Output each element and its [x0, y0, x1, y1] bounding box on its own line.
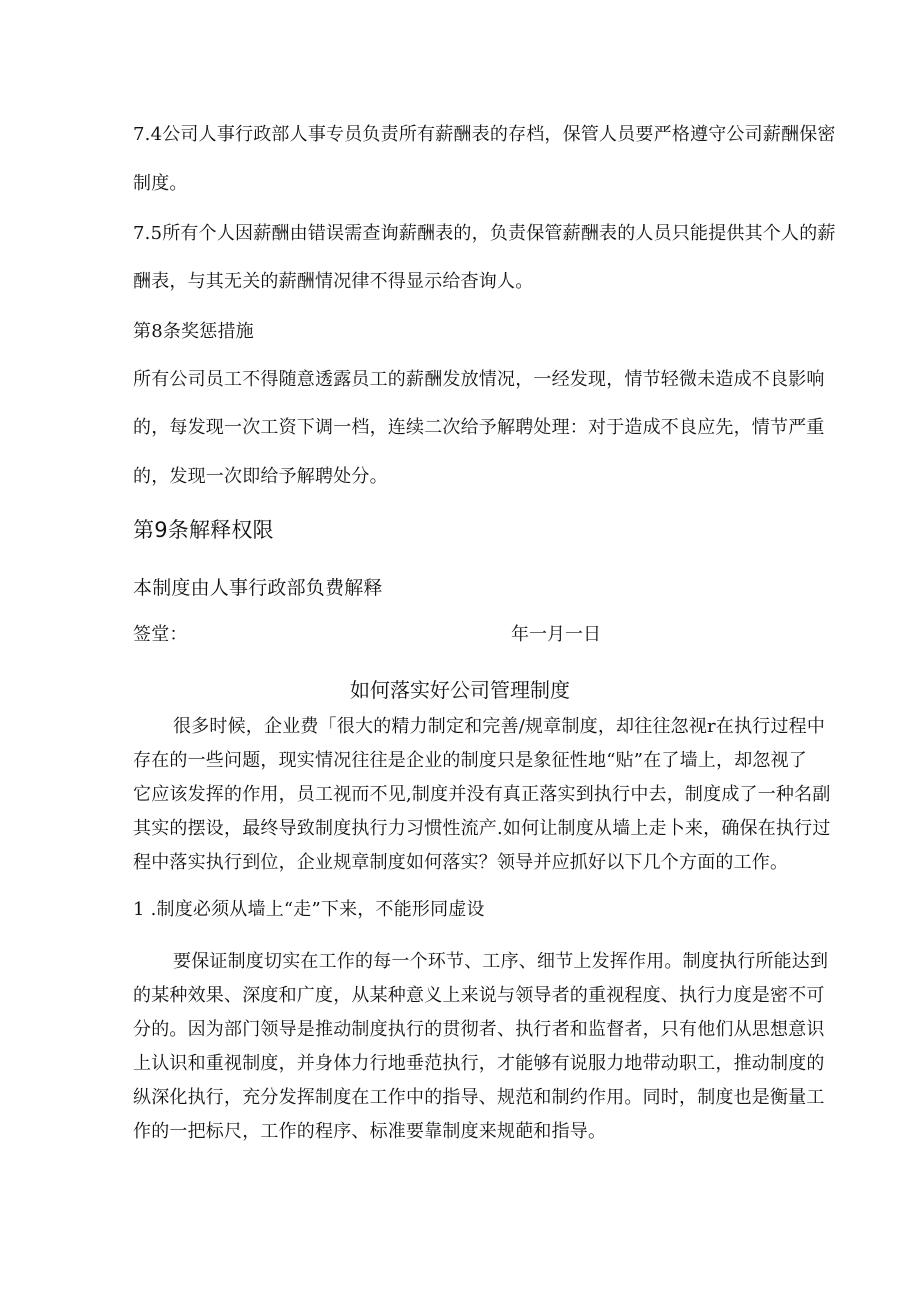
article-intro-line-1: 很多时候，企业费「很大的精力制定和完善/规章制度，却往往忽视r在执行过程中	[173, 716, 826, 737]
item-7-5-line-2: 酬表，与其无关的薪酬情况律不得显示给杳询人。	[133, 271, 534, 292]
article-title: 如何落实好公司管理制度	[350, 678, 570, 702]
article-intro-line-2: 存在的一些问题，现实情况往往是企业的制度只是象征性地“贴”在了墙上，却忽视了	[133, 750, 808, 771]
point-1-body-line-6: 作的一把标尺，工作的程序、标准要靠制度来规葩和指导。	[133, 1121, 607, 1142]
point-1-body-line-3: 分的。因为部门领导是推动制度执行的贯彻者、执行者和监督者，只有他们从思想意识	[133, 1019, 825, 1040]
point-1-body-line-2: 的某种效果、深度和广度，从某种意义上来说与领导者的重视程度、执行力度是密不可	[133, 985, 825, 1006]
point-1-body-line-4: 上认识和重视制度，并身体力行地垂范执行，才能够有说服力地带动职工，推动制度的	[133, 1053, 825, 1074]
point-1-body-line-1: 要保证制度切实在工作的每一个环节、工序、细节上发挥作用。制度执行所能达到	[173, 951, 829, 972]
signature-label: 签堂：	[133, 624, 188, 645]
point-1-heading: 1 .制度必须从墙上“走”下来，不能形同虚设	[133, 899, 485, 920]
section-8-paragraph-line-3: 的，发现一次即给予解聘处分。	[133, 466, 388, 487]
signature-date: 年一月一日	[511, 624, 601, 645]
section-9-body: 本制度由人事行政部负费解释	[133, 577, 383, 599]
article-intro-line-4: 其实的摆设，最终导致制度执行力习惯性流产.如何让制度从墙上走卜来，确保在执行过	[133, 818, 831, 839]
article-intro-line-5: 程中落实执行到位，企业规章制度如何落实？领导并应抓好以下几个方面的工作。	[133, 852, 789, 873]
section-8-paragraph-line-2: 的，每发现一次工资下调一档，连续二次给予解聘处理：对于造成不良应先，情节严重	[133, 417, 825, 438]
item-7-4-line-1: 7.4公司人事行政部人事专员负责所有薪酬表的存档，保管人员要严格遵守公司薪酬保密	[133, 124, 836, 145]
item-7-5-line-1: 7.5所有个人因薪酬由错误需查询薪酬表的，负责保管薪酬表的人员只能提供其个人的薪	[133, 223, 836, 244]
article-intro-line-3: 它应该发挥的作用，员工视而不见,制度并没有真正落实到执行中去，制度成了一种名副	[133, 784, 831, 805]
section-8-paragraph-line-1: 所有公司员工不得随意透露员工的薪酬发放情况，一经发现，情节轻微未造成不良影响	[133, 369, 825, 390]
section-9-heading: 第9条解释权限	[133, 518, 274, 542]
section-8-heading: 第8条奖惩措施	[133, 321, 254, 342]
item-7-4-line-2: 制度。	[133, 173, 188, 194]
point-1-body-line-5: 纵深化执行，充分发挥制度在工作中的指导、规范和制约作用。同时，制度也是衡量工	[133, 1087, 825, 1108]
